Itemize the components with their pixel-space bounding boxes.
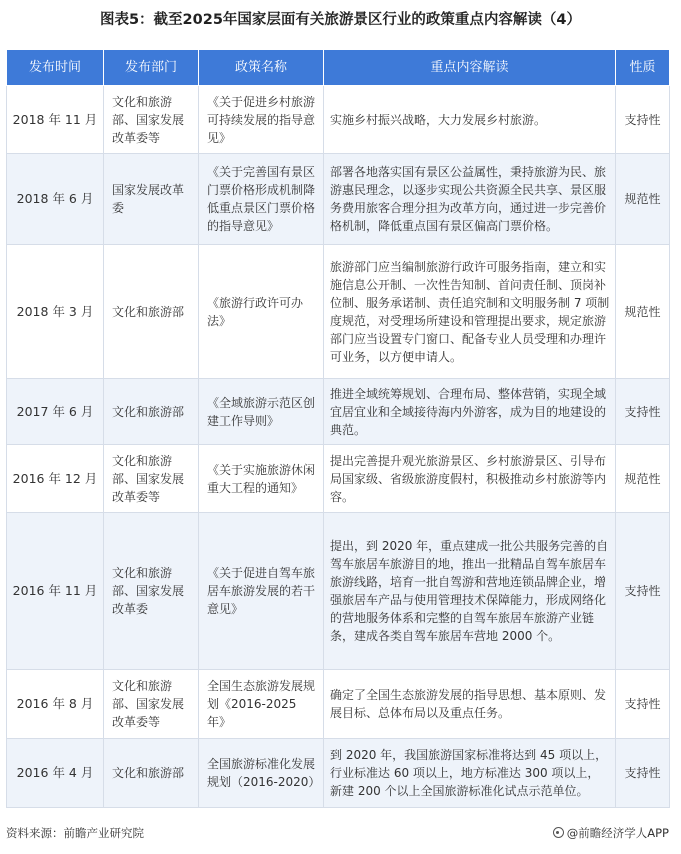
page-title: 图表5：截至2025年国家层面有关旅游景区行业的政策重点内容解读（4） [99,12,582,28]
table-row [7,245,670,379]
cell-dept: 文化和旅游部 [104,739,199,808]
brand-label: @前瞻经济学人APP [566,826,669,840]
cell-content: 推进全域统筹规划、合理布局、整体营销，实现全域宜居宜业和全域接待海内外游客，成为目的地建设的典范。 [324,379,616,445]
cell-nature: 支持性 [616,86,670,154]
brand-logo-icon [553,827,564,838]
cell-content: 到 2020 年，我国旅游国家标准将达到 45 项以上，行业标准达 60 项以上，地方标准达 300 项以上，新建 200 个以上全国旅游标准化试点示范单位。 [324,739,616,808]
cell-dept: 文化和旅游部、国家发展改革委等 [104,670,199,739]
cell-date: 2016 年 12 月 [7,445,104,513]
cell-dept: 文化和旅游部 [104,245,199,379]
column-header-name: 政策名称 [199,50,324,86]
cell-policy-name: 全国生态旅游发展规划《2016-2025 年》 [199,670,324,739]
cell-date: 2017 年 6 月 [7,379,104,445]
cell-nature: 支持性 [616,739,670,808]
cell-policy-name: 《关于实施旅游休闲重大工程的通知》 [199,445,324,513]
footer [6,825,669,841]
table-row [7,445,670,513]
table-row [7,154,670,245]
cell-nature: 支持性 [616,513,670,670]
cell-content: 旅游部门应当编制旅游行政许可服务指南，建立和实施信息公开制、一次性告知制、首问责任制、顶岗补位制、服务承诺制、责任追究制和文明服务制 7 项制度规范，对受理场所建设和管理提出要求，规定旅游部门应当设置专门窗口、配备专业人员受理和办理许可业务，以方便申请人。 [324,245,616,379]
source-note: 资料来源：前瞻产业研究院 [6,826,144,840]
cell-content: 实施乡村振兴战略，大力发展乡村旅游。 [324,86,616,154]
table-row [7,86,670,154]
table-row [7,513,670,670]
table-row [7,670,670,739]
cell-policy-name: 《关于完善国有景区门票价格形成机制降低重点景区门票价格的指导意见》 [199,154,324,245]
column-header-date: 发布时间 [7,50,104,86]
cell-policy-name: 《关于促进自驾车旅居车旅游发展的若干意见》 [199,513,324,670]
cell-content: 部署各地落实国有景区公益属性，秉持旅游为民、旅游惠民理念，以逐步实现公共资源全民共享、景区服务费用旅客合理分担为改革方向，通过进一步完善价格机制，降低重点国有景区偏高门票价格。 [324,154,616,245]
cell-content: 提出完善提升观光旅游景区、乡村旅游景区、引导布局国家级、省级旅游度假村，积极推动乡村旅游等内容。 [324,445,616,513]
cell-dept: 文化和旅游部、国家发展改革委等 [104,445,199,513]
table-header-row [7,50,670,86]
column-header-nature: 性质 [616,50,670,86]
column-header-dept: 发布部门 [104,50,199,86]
cell-nature: 规范性 [616,154,670,245]
cell-date: 2018 年 11 月 [7,86,104,154]
cell-dept: 文化和旅游部 [104,379,199,445]
cell-dept: 文化和旅游部、国家发展改革委等 [104,86,199,154]
cell-policy-name: 《关于促进乡村旅游可持续发展的指导意见》 [199,86,324,154]
cell-nature: 规范性 [616,245,670,379]
brand-credit [553,825,669,841]
cell-policy-name: 《全域旅游示范区创建工作导则》 [199,379,324,445]
cell-date: 2018 年 6 月 [7,154,104,245]
table-row [7,739,670,808]
cell-policy-name: 全国旅游标准化发展规划（2016-2020） [199,739,324,808]
cell-date: 2018 年 3 月 [7,245,104,379]
cell-dept: 文化和旅游部、国家发展改革委 [104,513,199,670]
column-header-content: 重点内容解读 [324,50,616,86]
cell-date: 2016 年 11 月 [7,513,104,670]
cell-date: 2016 年 8 月 [7,670,104,739]
policy-table [6,49,670,808]
cell-nature: 规范性 [616,445,670,513]
cell-content: 提出，到 2020 年，重点建成一批公共服务完善的自驾车旅居车旅游目的地，推出一批精品自驾车旅居车旅游线路，培育一批自驾游和营地连锁品牌企业，增强旅居车产品与使用管理技术保障能力，形成网络化的营地服务体系和完整的自驾车旅居车旅游产业链条，建成各类自驾车旅居车营地 2000 个。 [324,513,616,670]
table-row [7,379,670,445]
cell-content: 确定了全国生态旅游发展的指导思想、基本原则、发展目标、总体布局以及重点任务。 [324,670,616,739]
cell-policy-name: 《旅游行政许可办法》 [199,245,324,379]
cell-nature: 支持性 [616,379,670,445]
cell-dept: 国家发展改革委 [104,154,199,245]
cell-nature: 支持性 [616,670,670,739]
cell-date: 2016 年 4 月 [7,739,104,808]
policy-table-container [6,49,669,808]
